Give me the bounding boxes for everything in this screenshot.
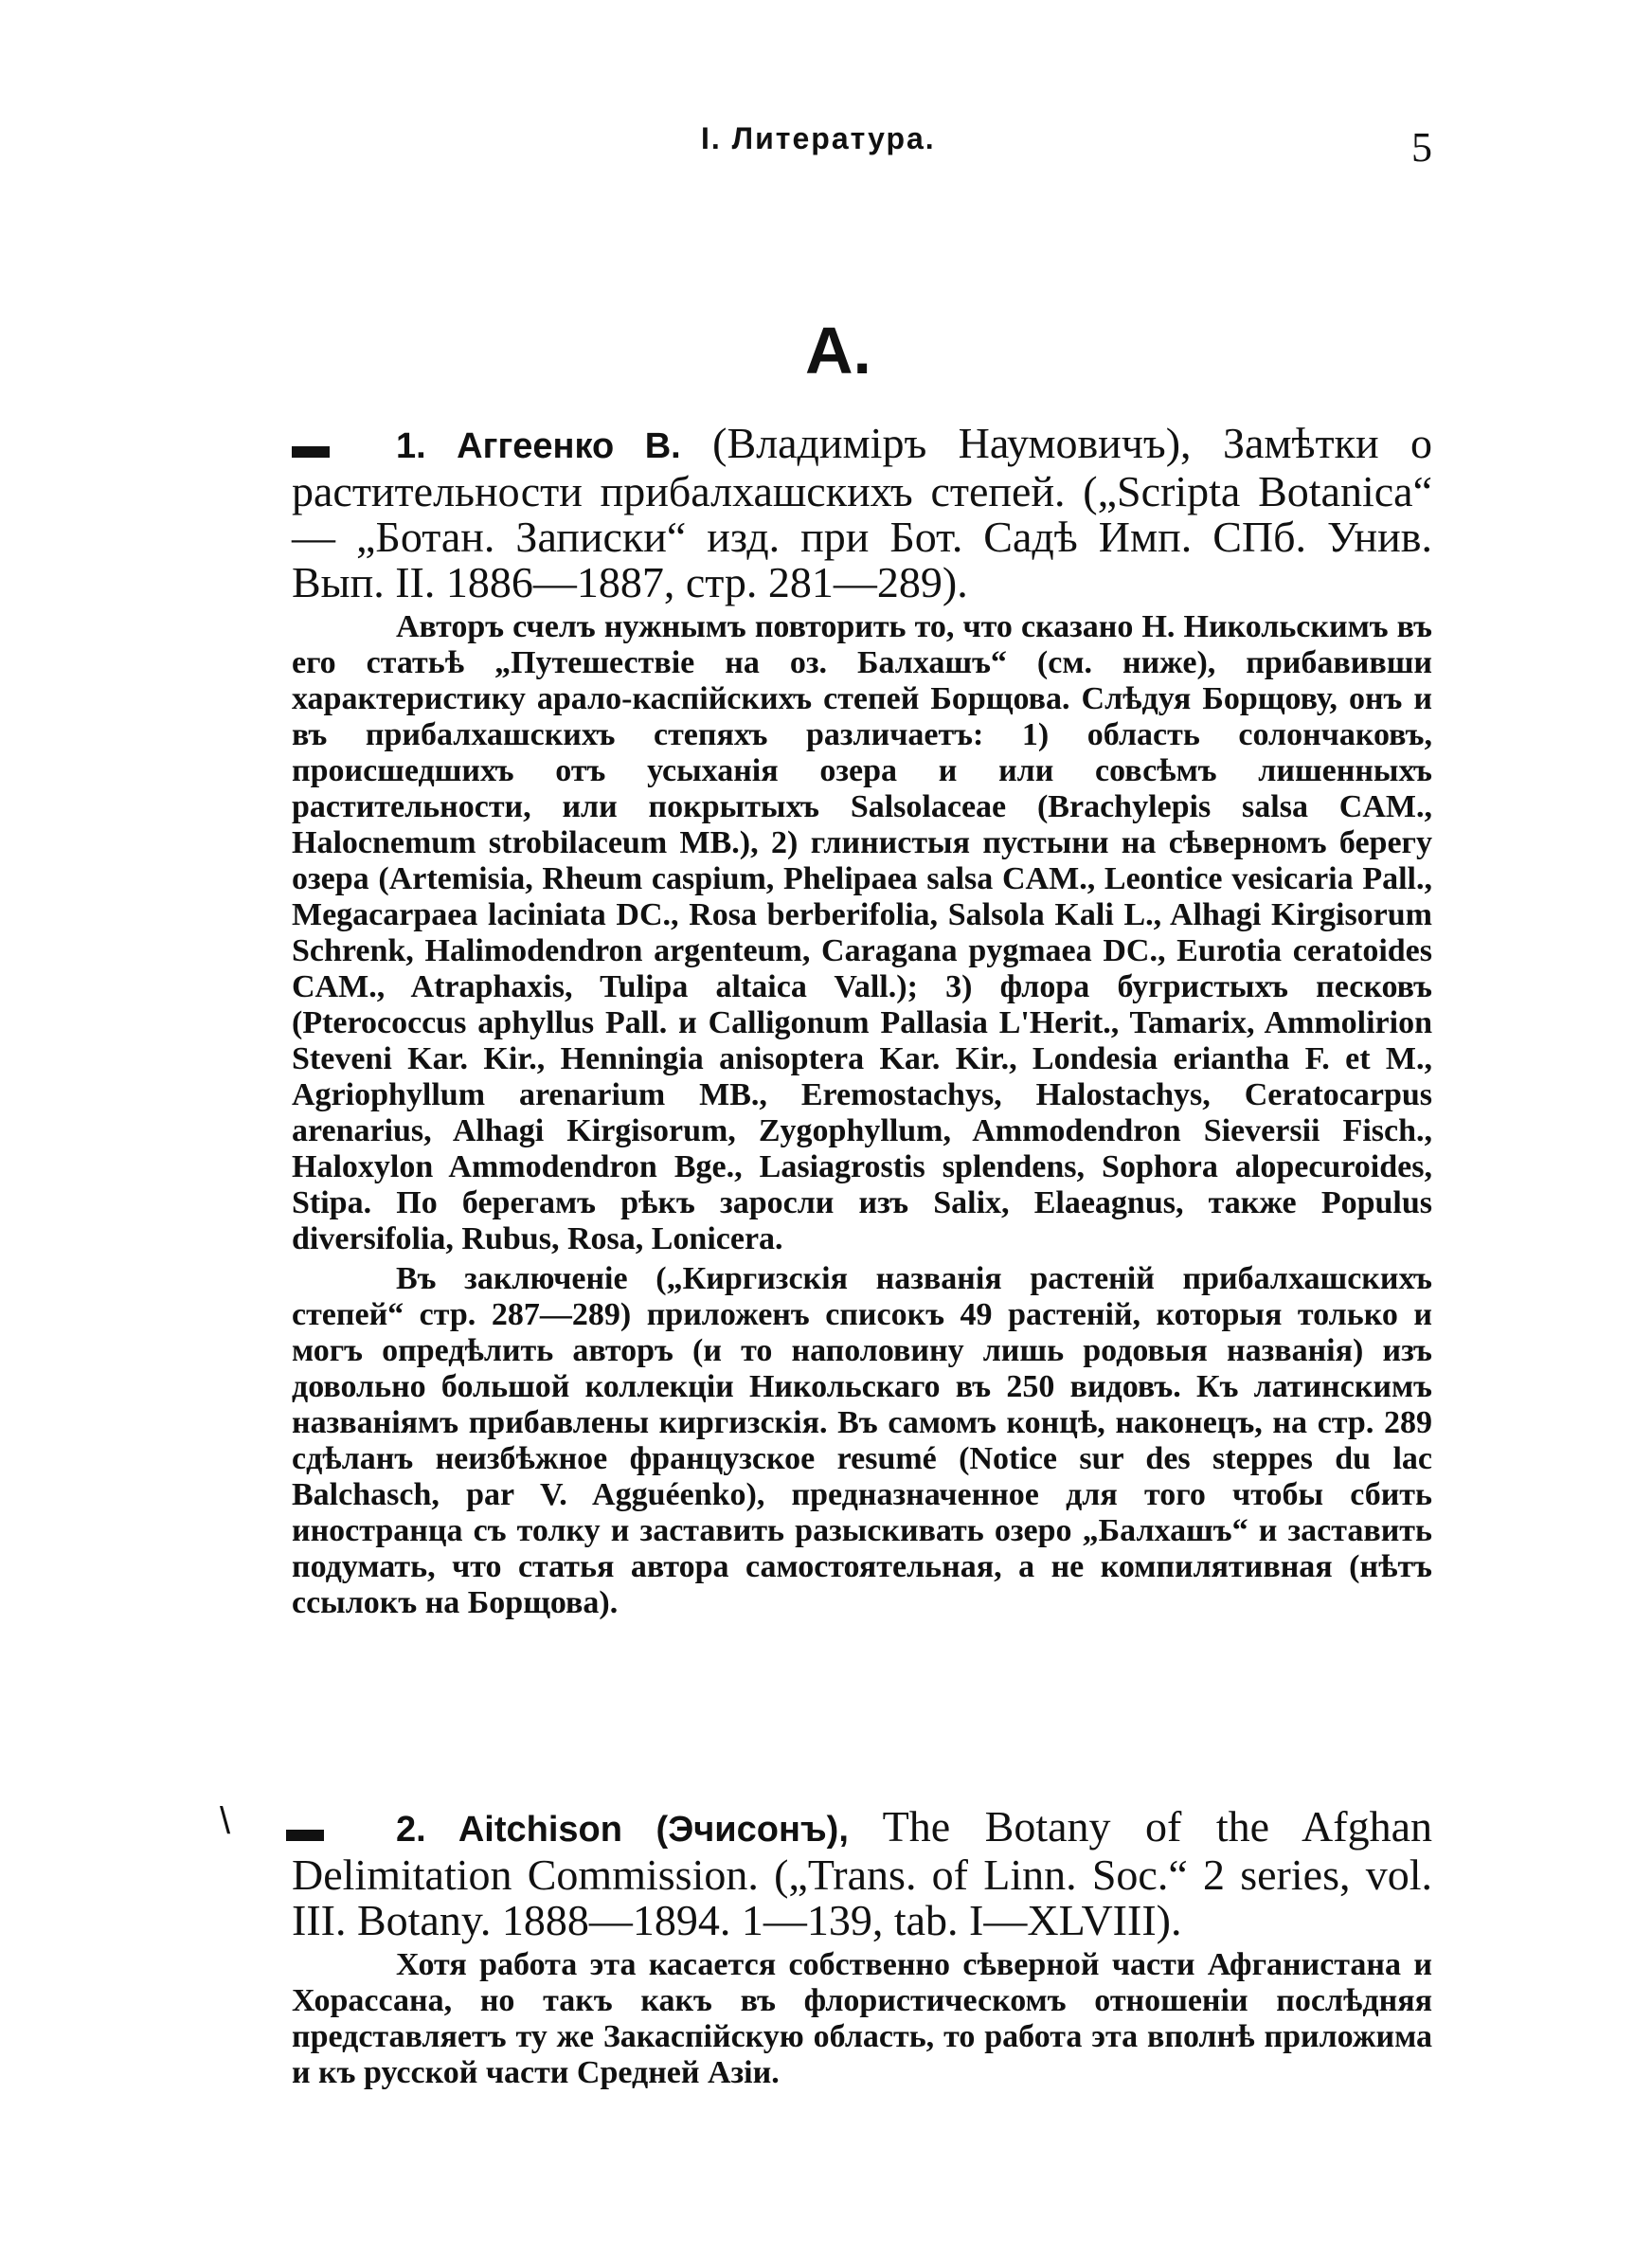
entry-1-heading: [292, 421, 1432, 605]
running-title: I. Литература.: [701, 121, 936, 155]
entry-2-title: The Botany of the Afghan Delimitation Commission. („Trans. of Linn. Soc.“ 2 series, vol. III. Botany. 1888—1894. 1—139, tab. I—XLVIII).: [292, 1802, 1433, 1944]
entry-2-author: 2. Aitchison (Эчисонъ),: [396, 1810, 849, 1850]
section-letter: А.: [805, 314, 871, 388]
entry-1-paragraph-1: Авторъ счелъ нужнымъ повторить то, что сказано Н. Никольскимъ въ его статьѣ „Путешествіе на оз. Балхашъ“ (см. ниже), прибавивши характеристику арало-каспійскихъ степей Борщова. Слѣдуя Борщову, онъ и въ прибалхашскихъ степяхъ различаетъ: 1) область солончаковъ, происшедшихъ отъ усыханія озера и или совсѣмъ лишенныхъ растительности, или покрытыхъ Salsolaceae (Brachylepis salsa CAM., Halocnemum strobilaceum MB.), 2) глинистыя пустыни на сѣверномъ берегу озера (Artemisia, Rheum caspium, Phelipaea salsa CAM., Leontice vesicaria Pall., Megacarpaea laciniata DC., Rosa berberifolia, Salsola Kali L., Alhagi Kirgisorum Schrenk, Halimodendron argenteum, Caragana pygmaea DC., Eurotia ceratoides CAM., Atraphaxis, Tulipa altaica Vall.); 3) флора бугристыхъ песковъ (Pterococcus aphyllus Pall. и Calligonum Pallasia L'Herit., Tamarix, Ammolirion Steveni Kar. Kir., Henningia anisoptera Kar. Kir., Londesia eriantha F. et M., Agriophyllum arenarium MB., Eremostachys, Halostachys, Ceratocarpus arenarius, Alhagi Kirgisorum, Zygophyllum, Ammodendron Sieversii Fisch., Haloxylon Ammodendron Bge., Lasiagrostis splendens, Sophora alopecuroides, Stipa. По берегамъ рѣкъ заросли изъ Salix, Elaeagnus, также Populus diversifolia, Rubus, Rosa, Lonicera.: [292, 609, 1432, 1256]
margin-mark-backslash: \: [220, 1800, 231, 1842]
page-number: 5: [1411, 124, 1432, 171]
entry-1-title: (Владиміръ Наумовичъ), Замѣтки о растительности прибалхашскихъ степей. („Scripta Botanica“ — „Ботан. Записки“ изд. при Бот. Садѣ Имп. СПб. Унив. Вып. II. 1886—1887, стр. 281—289).: [292, 419, 1433, 606]
bibliography-entry-2: [292, 1804, 1432, 2091]
margin-mark-entry-1: ▬: [292, 424, 330, 466]
entry-1-paragraph-2: Въ заключеніе („Киргизскія названія растеній прибалхашскихъ степей“ стр. 287—289) приложенъ списокъ 49 растеній, которыя только и могъ опредѣлить авторъ (и то наполовину лишь родовыя названія) изъ довольно большой коллекціи Никольскаго въ 250 видовъ. Къ латинскимъ названіямъ прибавлены киргизскія. Въ самомъ концѣ, наконецъ, на стр. 289 сдѣланъ неизбѣжное французское resumé (Notice sur des steppes du lac Balchasch, par V. Agguéenko), предназначенное для того чтобы сбить иностранца съ толку и заставить разыскивать озеро „Балхашъ“ и заставить подумать, что статья автора самостоятельная, а не компилятивная (нѣтъ ссылокъ на Борщова).: [292, 1261, 1432, 1620]
margin-mark-entry-2: ▬: [286, 1808, 324, 1850]
entry-1-author: 1. Аггеенко В.: [396, 426, 681, 466]
entry-2-heading: [292, 1804, 1432, 1943]
bibliography-entry-1: [292, 421, 1432, 1621]
entry-2-paragraph-1: Хотя работа эта касается собственно сѣверной части Афганистана и Хорассана, но такъ какъ въ флористическомъ отношеніи послѣдняя представляетъ ту же Закаспійскую область, то работа эта вполнѣ приложима и къ русской части Средней Азіи.: [292, 1947, 1432, 2090]
